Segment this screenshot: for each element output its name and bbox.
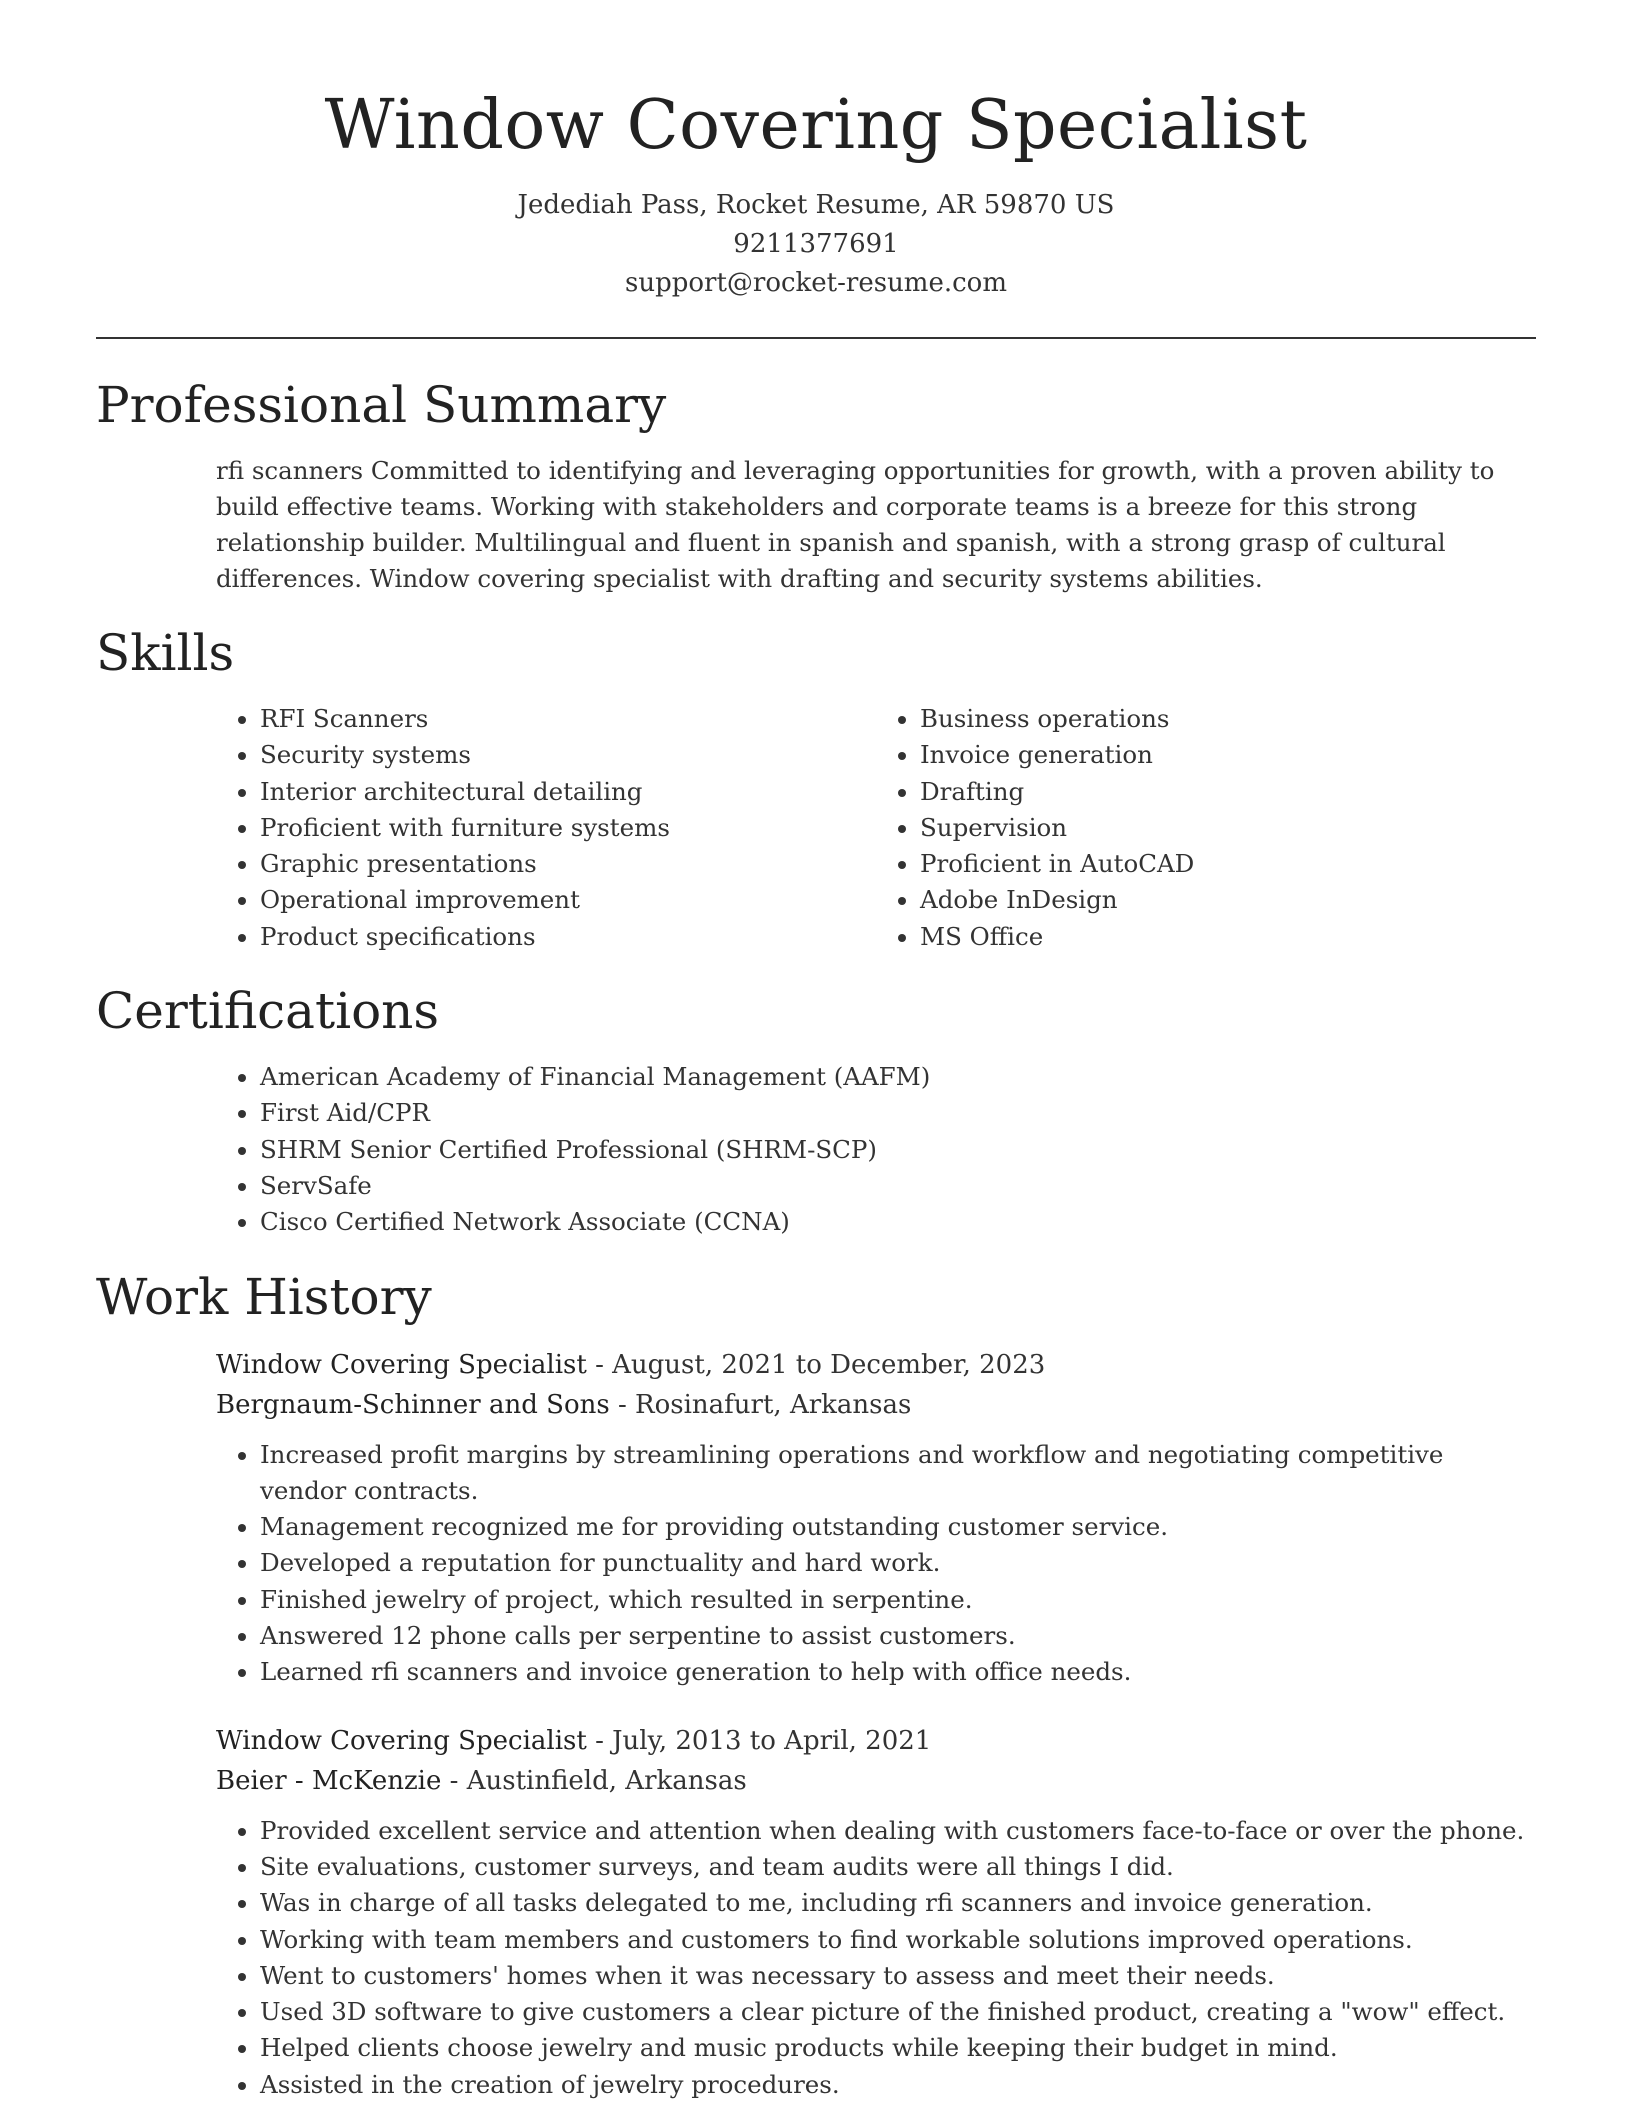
job-title-line xyxy=(216,1345,1536,1385)
job-bullet: • Working with team members and customers to find workable solutions improved operations. xyxy=(260,1922,1536,1958)
job-company: Bergnaum-Schinner and Sons xyxy=(216,1389,610,1420)
certification-item: • Cisco Certified Network Associate (CCNA) xyxy=(260,1204,1536,1240)
job-entry xyxy=(216,1721,1536,2103)
job-bullet: • Answered 12 phone calls per serpentine to assist customers. xyxy=(260,1618,1536,1654)
job-entry xyxy=(216,1345,1536,1691)
job-role: Window Covering Specialist xyxy=(216,1725,587,1756)
job-role: Window Covering Specialist xyxy=(216,1349,587,1380)
skill-item: • Operational improvement xyxy=(260,882,876,918)
skill-item: • Adobe InDesign xyxy=(920,882,1536,918)
resume-page xyxy=(96,0,1536,2103)
resume-title: Window Covering Specialist xyxy=(324,86,1308,165)
job-bullet: • Site evaluations, customer surveys, and team audits were all things I did. xyxy=(260,1849,1536,1885)
skill-item: • MS Office xyxy=(920,919,1536,955)
job-bullets xyxy=(216,1813,1536,2103)
job-dates: - August, 2021 to December, 2023 xyxy=(586,1349,1046,1380)
certification-item: • American Academy of Financial Management (AAFM) xyxy=(260,1059,1536,1095)
job-bullet: • Went to customers' homes when it was necessary to assess and meet their needs. xyxy=(260,1958,1536,1994)
skill-item: • Drafting xyxy=(920,774,1536,810)
skill-item: • Business operations xyxy=(920,701,1536,737)
skill-item: • Supervision xyxy=(920,810,1536,846)
job-bullet: • Learned rfi scanners and invoice generation to help with office needs. xyxy=(260,1654,1536,1690)
contact-address: Jedediah Pass, Rocket Resume, AR 59870 US xyxy=(517,190,1115,220)
job-location: - Rosinafurt, Arkansas xyxy=(609,1389,912,1420)
job-dates: - July, 2013 to April, 2021 xyxy=(586,1725,932,1756)
job-title-line xyxy=(216,1721,1536,1761)
contact-phone: 9211377691 xyxy=(733,229,899,259)
summary-text: rfi scanners Committed to identifying and leveraging opportunities for growth, with a proven ability to build effective teams. Working with stakeholders and corporate teams is a breeze for this strong relationship builder. Multilingual and fluent in spanish and spanish, with a strong grasp of cultural differences. Window covering specialist with drafting and security systems abilities. xyxy=(216,456,1495,593)
certifications-block xyxy=(216,1059,1536,1240)
skill-item: • Proficient in AutoCAD xyxy=(920,846,1536,882)
skills-list-left xyxy=(216,701,876,955)
skill-item: • Invoice generation xyxy=(920,737,1536,773)
skill-item: • RFI Scanners xyxy=(260,701,876,737)
skill-item: • Proficient with furniture systems xyxy=(260,810,876,846)
certification-item: • ServSafe xyxy=(260,1168,1536,1204)
skills-heading: Skills xyxy=(96,624,235,682)
job-bullet: • Management recognized me for providing outstanding customer service. xyxy=(260,1509,1536,1545)
skill-item: • Interior architectural detailing xyxy=(260,774,876,810)
work-history-heading: Work History xyxy=(96,1267,432,1326)
skills-list-right xyxy=(876,701,1536,955)
job-bullet: • Finished jewelry of project, which resulted in serpentine. xyxy=(260,1582,1536,1618)
skill-item: • Security systems xyxy=(260,737,876,773)
job-company-line xyxy=(216,1761,1536,1801)
contact-email: support@rocket-resume.com xyxy=(624,268,1007,298)
certifications-list xyxy=(216,1059,1536,1240)
summary-heading: Professional Summary xyxy=(96,376,667,434)
header-divider xyxy=(96,337,1536,339)
job-bullet: • Used 3D software to give customers a clear picture of the finished product, creating a "wow" effect. xyxy=(260,1994,1536,2030)
skill-item: • Product specifications xyxy=(260,919,876,955)
job-bullet: • Assisted in the creation of jewelry procedures. xyxy=(260,2067,1536,2103)
job-bullet: • Helped clients choose jewelry and music products while keeping their budget in mind. xyxy=(260,2030,1536,2066)
skill-item: • Graphic presentations xyxy=(260,846,876,882)
job-bullets xyxy=(216,1437,1536,1691)
job-company-line xyxy=(216,1385,1536,1425)
certifications-heading: Certifications xyxy=(96,982,440,1041)
job-bullet: • Provided excellent service and attention when dealing with customers face-to-face or over the phone. xyxy=(260,1813,1536,1849)
contact-block xyxy=(96,186,1536,303)
certification-item: • SHRM Senior Certified Professional (SHRM-SCP) xyxy=(260,1132,1536,1168)
job-bullet: • Was in charge of all tasks delegated to me, including rfi scanners and invoice generation. xyxy=(260,1885,1536,1921)
job-bullet: • Developed a reputation for punctuality and hard work. xyxy=(260,1545,1536,1581)
job-company: Beier - McKenzie xyxy=(216,1765,442,1796)
job-location: - Austinfield, Arkansas xyxy=(441,1765,747,1796)
skills-columns xyxy=(216,701,1536,955)
job-bullet: • Increased profit margins by streamlining operations and workflow and negotiating competitive vendor contracts. xyxy=(260,1437,1536,1510)
certification-item: • First Aid/CPR xyxy=(260,1095,1536,1131)
